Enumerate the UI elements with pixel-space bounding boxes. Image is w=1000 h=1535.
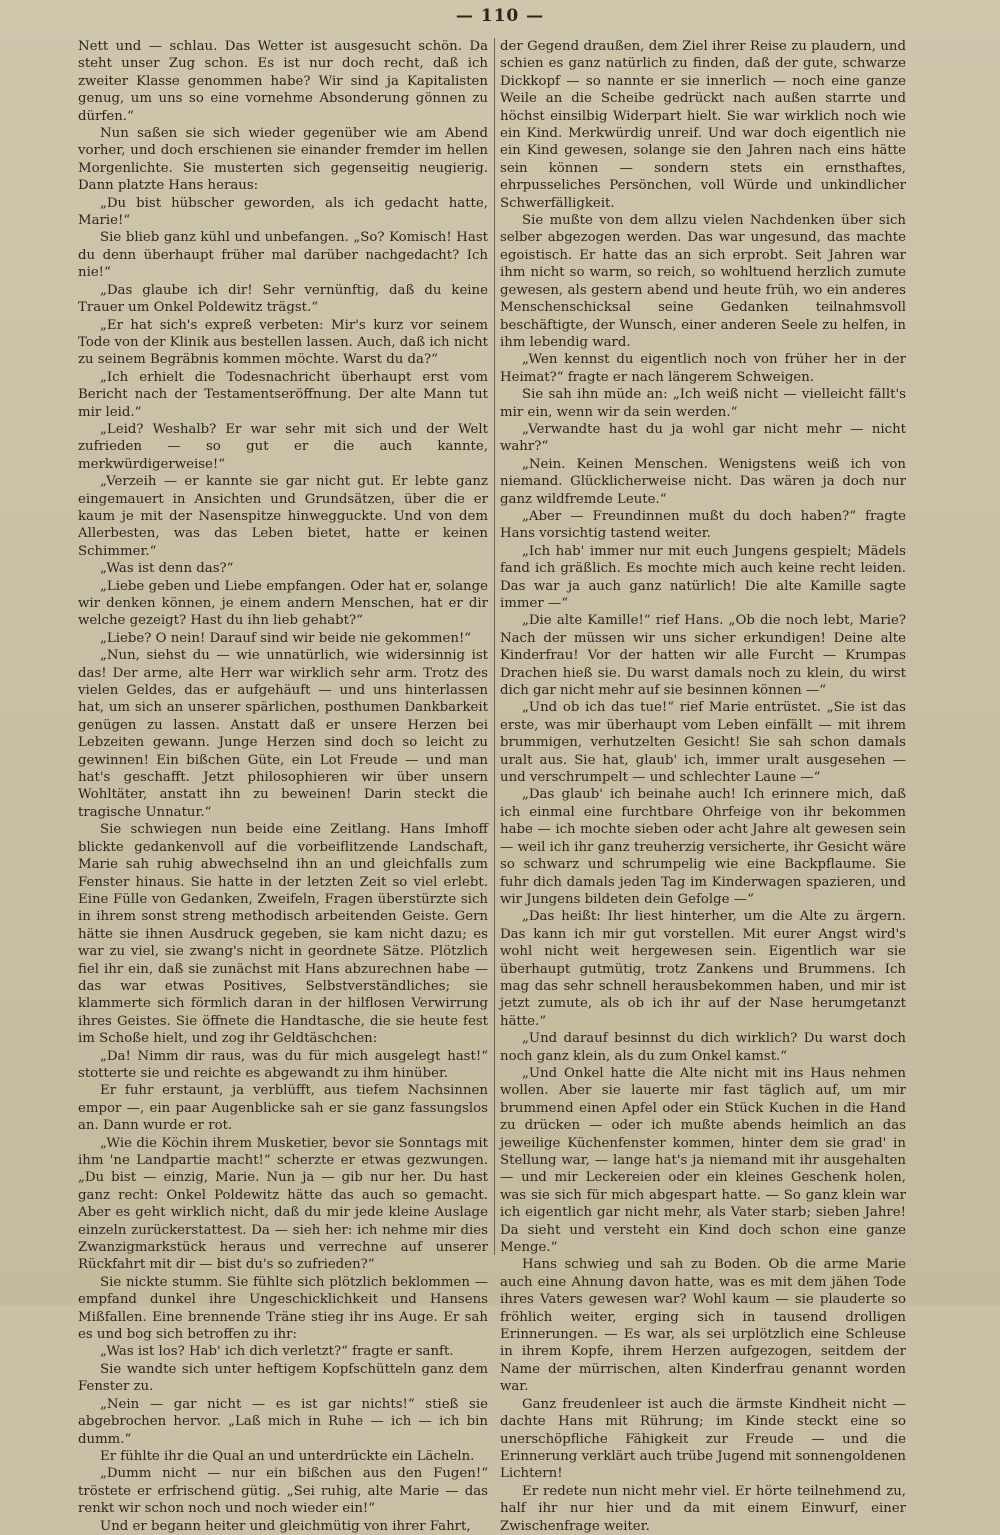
paragraph: „Du bist hübscher geworden, als ich gedacht hatte, Marie!“ xyxy=(78,195,488,229)
paragraph: „Dumm nicht — nur ein bißchen aus den Fugen!“ tröstete er erfrischend gütig. „Sei ruhig, alte Marie — das renkt wir schon noch und noch wieder ein!“ xyxy=(78,1466,488,1517)
page-number: — 110 — xyxy=(455,6,545,26)
paragraph: „Wen kennst du eigentlich noch von früher her in der Heimat?“ fragte er nach längerem Schweigen. xyxy=(500,352,906,385)
paragraph: Ganz freudenleer ist auch die ärmste Kindheit nicht — dachte Hans mit Rührung; im Kinde steckt eine so unerschöpfliche Fähigkeit zur Freude — und die Erinnerung verklärt auch trübe Jugend mit sonnengoldenen Lichtern! xyxy=(500,1396,906,1482)
paragraph: „Was ist denn das?“ xyxy=(100,561,234,577)
paragraph: Er redete nun nicht mehr viel. Er hörte teilnehmend zu, half ihr nur hier und da mit einem Einwurf, einer Zwischenfrage weiter. xyxy=(500,1483,906,1534)
paragraph: Sie mußte von dem allzu vielen Nachdenken über sich selber abgezogen werden. Das war ungesund, das machte egoistisch. Er hatte das an sich erprobt. Seit Jahren war ihm nicht so warm, so reich, so wohltuend herzlich zumute gewesen, als gestern abend und heute früh, wo ein anderes Menschenschicksal seine Gedanken teilnahmsvoll beschäftigte, der Wunsch, einer anderen Seele zu helfen, in ihm lebendig ward. xyxy=(500,213,906,350)
paragraph: „Das heißt: Ihr liest hinterher, um die Alte zu ärgern. Das kann ich mir gut vorstellen. Mit eurer Angst wird's wohl nicht weit hergewesen sein. Eigentlich war sie überhaupt gutmütig, trotz Zankens und Brummens. Ich mag das sehr schnell herausbekommen haben, und mir ist jetzt zumute, als ob ich ihr auf der Nase herumgetanzt hätte.“ xyxy=(500,909,906,1029)
paragraph: „Das glaube ich dir! Sehr vernünftig, daß du keine Trauer um Onkel Poldewitz trägst.“ xyxy=(78,282,488,316)
paragraph: „Ich hab' immer nur mit euch Jungens gespielt; Mädels fand ich gräßlich. Es mochte mich auch keine recht leiden. Das war ja auch ganz natürlich! Die alte Kamille sagte immer —“ xyxy=(500,543,906,611)
paragraph: Nett und — schlau. Das Wetter ist ausgesucht schön. Da steht unser Zug schon. Es ist nur doch recht, daß ich zweiter Klasse genommen habe? Wir sind ja Kapitalisten genug, um uns so eine vornehme Absonderung gönnen zu dürfen.“ xyxy=(78,39,488,124)
paragraph: Sie schwiegen nun beide eine Zeitlang. Hans Imhoff blickte gedankenvoll auf die vorbeiflitzende Landschaft, Marie sah ruhig abwechselnd ihn an und gleichfalls zum Fenster hinaus. Sie hatte in der letzten Zeit so viel erlebt. Eine Fülle von Gedanken, Zweifeln, Fragen überstürzte sich in ihrem sonst streng methodisch arbeitenden Geiste. Gern hätte sie ihnen Ausdruck gegeben, sie kam nicht dazu; es war zu viel, sie zwang's nicht in geordnete Sätze. Plötzlich fiel ihr ein, daß sie zunächst mit Hans abzurechnen habe — das war etwas Positives, Selbstverständliches; sie klammerte sich förmlich daran in der hilflosen Verwirrung ihres Geistes. Sie öffnete die Handtasche, die sie heute fest im Schoße hielt, und zog ihr Geldtäschchen: xyxy=(78,822,488,1047)
paragraph: „Liebe geben und Liebe empfangen. Oder hat er, solange wir denken können, je einem andern Menschen, hat er dir welche gezeigt? Hast du ihn lieb gehabt?“ xyxy=(78,578,488,629)
right-column xyxy=(500,38,906,1534)
paragraph: der Gegend draußen, dem Ziel ihrer Reise zu plaudern, und schien es ganz natürlich zu finden, daß der gute, schwarze Dickkopf — so nannte er sie innerlich — noch eine ganze Weile an die Scheibe gedrückt nach außen starrte und höchst einsilbig Widerpart hielt. Sie war wirklich noch wie ein Kind. Merkwürdig unreif. Und war doch eigentlich nie ein Kind gewesen, solange sie den Jahren nach eins hätte sein können — sondern stets ein ernsthaftes, ehrpusseliches Persönchen, voll Würde und unkindlicher Schwerfälligkeit. xyxy=(500,39,906,211)
paragraph: „Da! Nimm dir raus, was du für mich ausgelegt hast!“ stotterte sie und reichte es abgewandt zu ihm hinüber. xyxy=(78,1048,488,1081)
paragraph: „Wie die Köchin ihrem Musketier, bevor sie Sonntags mit ihm 'ne Landpartie macht!“ scherzte er etwas gezwungen. „Du bist — einzig, Marie. Nun ja — gib nur her. Du hast ganz recht: Onkel Poldewitz hätte das auch so gemacht. Aber es geht wirklich nicht, daß du mir jede kleine Auslage einzeln zurückerstattest. Da — sieh her: ich nehme mir dies Zwanzigmarkstück heraus und verrechne auf unserer Rückfahrt mit dir — bist du's so zufrieden?“ xyxy=(78,1135,488,1273)
paragraph: „Nun, siehst du — wie unnatürlich, wie widersinnig ist das! Der arme, alte Herr war wirklich sehr arm. Trotz des vielen Geldes, das er aufgehäuft — und uns hinterlassen hat, um sich an unserer spärlichen, posthumen Dankbarkeit genügen zu lassen. Anstatt daß er unsere Herzen bei Lebzeiten gewann. Junge Herzen sind doch so leicht zu gewinnen! Ein bißchen Güte, ein Lot Freude — und man hat's geschafft. Jetzt philosophieren wir über unsern Wohltäter, anstatt ihn zu beweinen! Darin steckt die tragische Unnatur.“ xyxy=(78,648,488,820)
paragraph: „Verwandte hast du ja wohl gar nicht mehr — nicht wahr?“ xyxy=(500,421,906,455)
paragraph: „Er hat sich's expreß verbeten: Mir's kurz vor seinem Tode von der Klinik aus bestellen lassen. Auch, daß ich nicht zu seinem Begräbnis kommen möchte. Warst du da?“ xyxy=(78,317,488,368)
left-column xyxy=(78,38,488,1534)
paragraph: „Und darauf besinnst du dich wirklich? Du warst doch noch ganz klein, als du zum Onkel kamst.“ xyxy=(500,1031,906,1064)
paragraph: Sie nickte stumm. Sie fühlte sich plötzlich beklommen — empfand dunkel ihre Ungeschicklichkeit und Hansens Mißfallen. Eine brennende Träne stieg ihr ins Auge. Er sah es und bog sich betroffen zu ihr: xyxy=(78,1274,488,1343)
paragraph: „Die alte Kamille!“ rief Hans. „Ob die noch lebt, Marie? Nach der müssen wir uns sicher erkundigen! Deine alte Kinderfrau! Vor der hatten wir alle Furcht — Krumpas Drachen hieß sie. Du warst damals noch zu klein, du wirst dich gar nicht mehr auf sie besinnen können —“ xyxy=(500,613,906,699)
paragraph: „Aber — Freundinnen mußt du doch haben?“ fragte Hans vorsichtig tastend weiter. xyxy=(500,508,906,542)
paragraph: „Das glaub' ich beinahe auch! Ich erinnere mich, daß ich einmal eine furchtbare Ohrfeige von ihr bekommen habe — ich mochte sieben oder acht Jahre alt gewesen sein — weil ich ihr ganz treuherzig versicherte, ihr Gesicht wäre so schwarz und schrumpelig wie eine Backpflaume. Sie fuhr dich damals jeden Tag im Kinderwagen spazieren, und wir Jungens bildeten dein Gefolge —“ xyxy=(500,787,906,907)
paragraph: Und er begann heiter und gleichmütig von ihrer Fahrt, xyxy=(100,1518,471,1534)
paragraph: Er fühlte ihr die Qual an und unterdrückte ein Lächeln. xyxy=(100,1448,475,1464)
paragraph: „Und Onkel hatte die Alte nicht mit ins Haus nehmen wollen. Aber sie lauerte mir fast täglich auf, um mir brummend einen Apfel oder ein Stück Kuchen in die Hand zu drücken — oder ich mußte abends heimlich an das jeweilige Küchenfenster kommen, hinter dem sie grad' in Stellung war, — lange hat's ja niemand mit ihr ausgehalten — und mir Leckereien oder ein kleines Geschenk holen, was sie sich für mich abgespart hatte. — So ganz klein war ich eigentlich gar nicht mehr, als Vater starb; sieben Jahre! Da sieht und versteht ein Kind doch schon eine ganze Menge.“ xyxy=(500,1065,906,1256)
paragraph: Er fuhr erstaunt, ja verblüfft, aus tiefem Nachsinnen empor —, ein paar Augenblicke sah er sie ganz fassungslos an. Dann wurde er rot. xyxy=(78,1083,488,1134)
paragraph: „Ich erhielt die Todesnachricht überhaupt erst vom Bericht nach der Testamentseröffnung. Der alte Mann tut mir leid.“ xyxy=(78,369,488,420)
paragraph: „Und ob ich das tue!“ rief Marie entrüstet. „Sie ist das erste, was mir überhaupt vom Leben einfällt — mit ihrem brummigen, verhutzelten Gesicht! Sie sah schon damals uralt aus. Sie hat, glaub' ich, immer uralt ausgesehen — und verschrumpelt — und schlechter Laune —“ xyxy=(500,700,906,786)
column-divider xyxy=(494,38,495,1255)
paragraph: Sie blieb ganz kühl und unbefangen. „So? Komisch! Hast du denn überhaupt früher mal darüber nachgedacht? Ich nie!“ xyxy=(78,230,488,281)
paragraph: „Was ist los? Hab' ich dich verletzt?“ fragte er sanft. xyxy=(100,1344,454,1360)
paragraph: „Liebe? O nein! Darauf sind wir beide nie gekommen!“ xyxy=(100,630,472,646)
paragraph: „Verzeih — er kannte sie gar nicht gut. Er lebte ganz eingemauert in Ansichten und Grundsätzen, über die er kaum je mit der Nasenspitze hinwegguckte. Und von dem Allerbesten, was das Leben bietet, hatte er keinen Schimmer.“ xyxy=(78,474,488,559)
paragraph: Sie wandte sich unter heftigem Kopfschütteln ganz dem Fenster zu. xyxy=(78,1361,488,1395)
paragraph: „Nein. Keinen Menschen. Wenigstens weiß ich von niemand. Glücklicherweise nicht. Das wären ja doch nur ganz wildfremde Leute.“ xyxy=(500,456,906,507)
paragraph: Sie sah ihn müde an: „Ich weiß nicht — vielleicht fällt's mir ein, wenn wir da sein werden.“ xyxy=(500,387,906,420)
paragraph: „Leid? Weshalb? Er war sehr mit sich und der Welt zufrieden — so gut er die auch kannte, merkwürdigerweise!“ xyxy=(78,421,488,472)
paragraph: Hans schwieg und sah zu Boden. Ob die arme Marie auch eine Ahnung davon hatte, was es mit dem jähen Tode ihres Vaters gewesen war? Wohl kaum — sie plauderte so fröhlich weiter, erging sich in tausend drolligen Erinnerungen. — Es war, als sei urplötzlich eine Schleuse in ihrem Kopfe, ihrem Herzen aufgezogen, seitdem der Name der mürrischen, alten Kinderfrau genannt worden war. xyxy=(500,1257,906,1395)
paragraph: „Nein — gar nicht — es ist gar nichts!“ stieß sie abgebrochen hervor. „Laß mich in Ruhe — ich — ich bin dumm.“ xyxy=(78,1396,488,1447)
paragraph: Nun saßen sie sich wieder gegenüber wie am Abend vorher, und doch erschienen sie einander fremder im hellen Morgenlichte. Sie musterten sich gegenseitig neugierig. Dann platzte Hans heraus: xyxy=(78,126,488,194)
